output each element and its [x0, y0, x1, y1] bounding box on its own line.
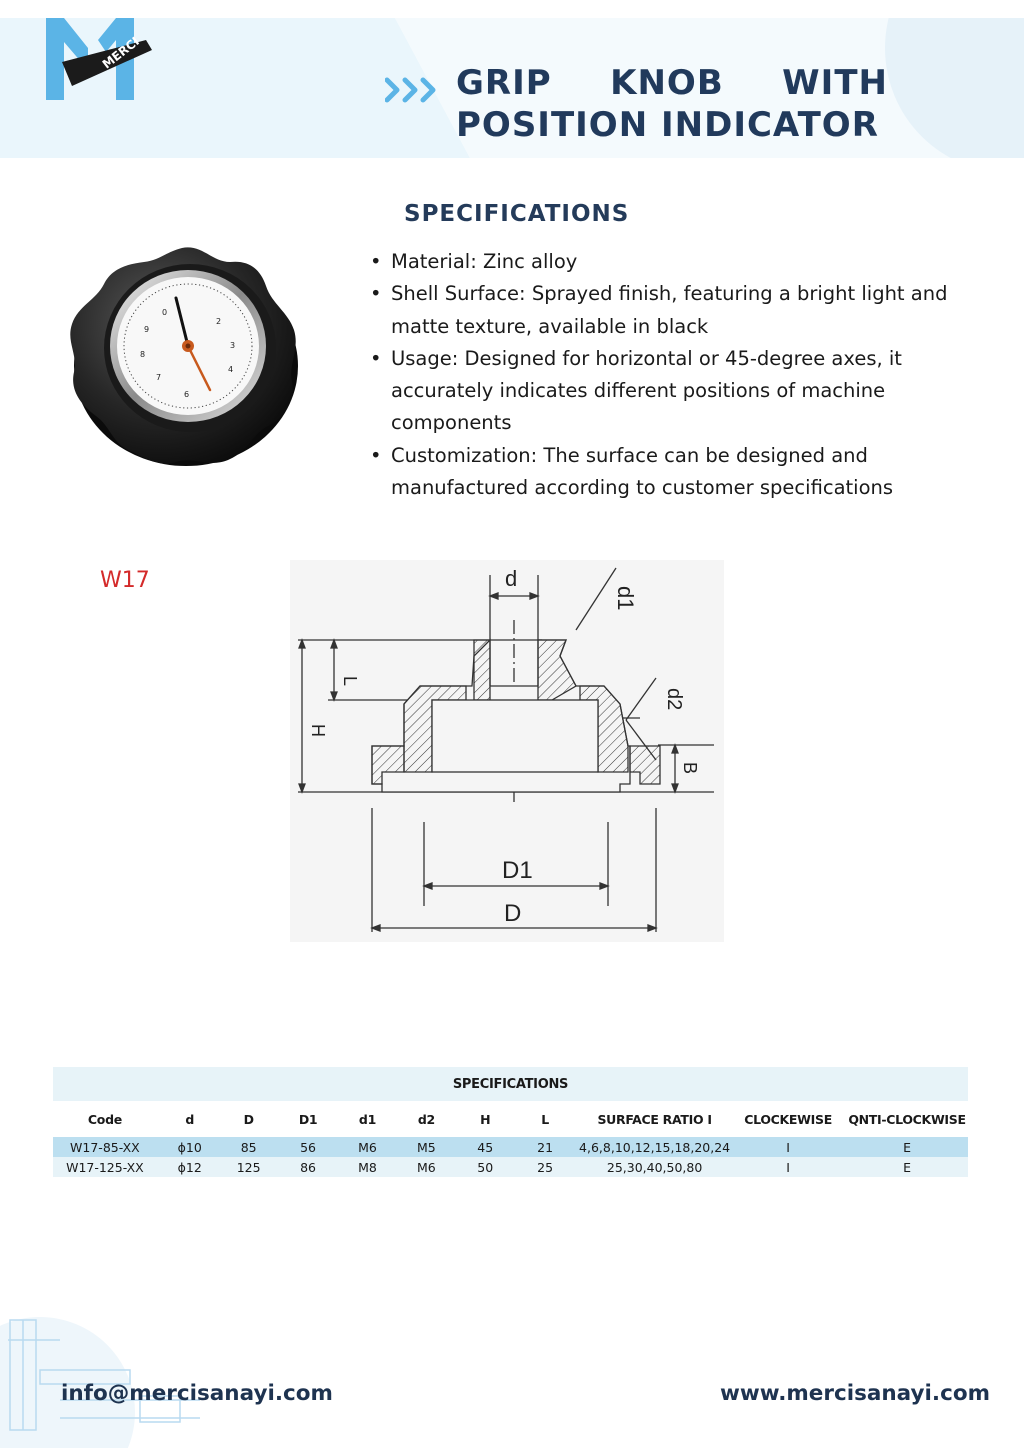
table-cell: 25,30,40,50,80: [579, 1157, 730, 1177]
table-cell: 56: [275, 1137, 342, 1157]
dial-number: 8: [140, 350, 146, 359]
footer-email-link[interactable]: info@mercisanayi.com: [61, 1381, 333, 1406]
dim-label: D1: [502, 857, 533, 884]
dim-label: H: [308, 724, 328, 737]
column-header: Code: [53, 1101, 157, 1137]
column-header: H: [459, 1101, 511, 1137]
table-cell: W17-125-XX: [53, 1157, 157, 1177]
dim-label: D: [504, 900, 522, 927]
dial-number: 2: [216, 317, 222, 326]
dim-label: B: [680, 762, 700, 775]
column-header: L: [511, 1101, 579, 1137]
dial-number: 9: [144, 325, 150, 334]
table-cell: M6: [393, 1157, 459, 1177]
table-cell: 86: [275, 1157, 342, 1177]
list-item: • Usage: Designed for horizontal or 45-degree axes, it accurately indicates different positions of machine components: [366, 343, 1006, 440]
table-cell: M8: [342, 1157, 394, 1177]
table-cell: ϕ12: [157, 1157, 223, 1177]
dim-label: d: [505, 566, 518, 591]
dial-number: 0: [162, 308, 168, 317]
table-cell: I: [730, 1157, 846, 1177]
table-cell: 45: [459, 1137, 511, 1157]
table-cell: 21: [511, 1137, 579, 1157]
table-cell: I: [730, 1137, 846, 1157]
column-header: SURFACE RATIO I: [579, 1101, 730, 1137]
dim-label: d2: [663, 688, 685, 711]
specifications-list: [366, 246, 1006, 504]
merci-logo: [46, 18, 156, 100]
dim-label: d1: [613, 586, 638, 611]
list-item: • Material: Zinc alloy: [366, 246, 1006, 278]
dim-label: L: [340, 676, 360, 687]
table-cell: 125: [223, 1157, 275, 1177]
page-title: [456, 62, 896, 146]
table-caption: SPECIFICATIONS: [53, 1067, 968, 1101]
table-cell: E: [846, 1157, 968, 1177]
table-cell: W17-85-XX: [53, 1137, 157, 1157]
table-row: [53, 1137, 968, 1157]
svg-text:MERCI: MERCI: [99, 34, 142, 72]
table-cell: ϕ10: [157, 1137, 223, 1157]
list-item: • Customization: The surface can be designed and manufactured according to customer specifications: [366, 440, 1006, 505]
table-cell: M5: [393, 1137, 459, 1157]
dial-number: 4: [228, 365, 234, 374]
specifications-heading: SPECIFICATIONS: [404, 201, 630, 227]
title-line-2: POSITION INDICATOR: [456, 105, 879, 145]
dial-number: 6: [184, 390, 190, 399]
column-header: d1: [342, 1101, 394, 1137]
column-header: D1: [275, 1101, 342, 1137]
table-cell: 25: [511, 1157, 579, 1177]
table-cell: 85: [223, 1137, 275, 1157]
table-cell: 50: [459, 1157, 511, 1177]
title-word: GRIP: [456, 63, 552, 103]
grip-knob-image: [62, 242, 302, 472]
table-cell: M6: [342, 1137, 394, 1157]
footer-website-link[interactable]: www.mercisanayi.com: [719, 1381, 990, 1406]
table-cell: 4,6,8,10,12,15,18,20,24: [579, 1137, 730, 1157]
table-row: [53, 1157, 968, 1177]
title-word: WITH: [782, 63, 888, 103]
column-header: d2: [393, 1101, 459, 1137]
watermark-decoration: [0, 1300, 220, 1448]
technical-drawing: [290, 560, 724, 942]
table-cell: E: [846, 1137, 968, 1157]
column-header: QNTI-CLOCKWISE: [846, 1101, 968, 1137]
triple-chevron-icon: [385, 76, 445, 104]
column-header: CLOCKEWISE: [730, 1101, 846, 1137]
model-code: W17: [100, 568, 150, 593]
list-item: • Shell Surface: Sprayed finish, featuring a bright light and matte texture, available in black: [366, 278, 1006, 343]
dial-number: 3: [230, 341, 236, 350]
dial-number: 7: [156, 373, 162, 382]
column-header: d: [157, 1101, 223, 1137]
column-header: D: [223, 1101, 275, 1137]
specifications-table: [53, 1067, 968, 1177]
title-word: KNOB: [610, 63, 724, 103]
